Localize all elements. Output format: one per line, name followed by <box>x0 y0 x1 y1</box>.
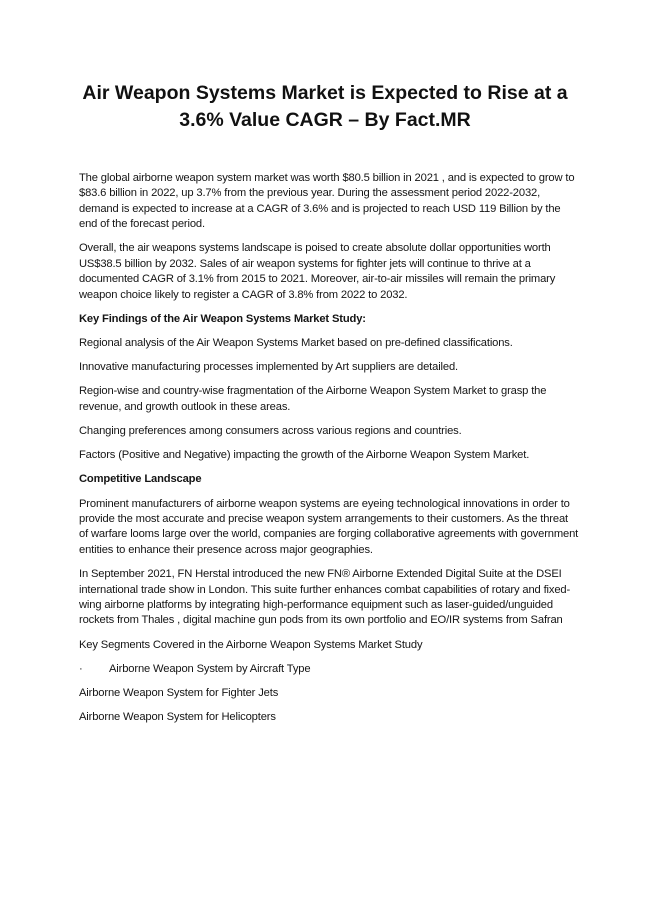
fn-herstal-paragraph: In September 2021, FN Herstal introduced the new FN® Airborne Extended Digital Suite at the DSEI international trade show in London. This suite further enhances combat capabilities of rotary and fixed-wing airborne platforms by integrating high-performance equipment such as laser-guided/unguided rockets from Thales , digital machine gun pods from its own portfolio and EO/IR systems from Safran <box>79 568 571 627</box>
document-body <box>79 171 579 734</box>
title-line-2: 3.6% Value CAGR – By Fact.MR <box>179 109 471 131</box>
intro-paragraph: The global airborne weapon system market was worth $80.5 billion in 2021 , and is expected to grow to $83.6 billion in 2022, up 3.7% from the previous year. During the assessment period 2022-2032, demand is expected to increase at a CAGR of 3.6% and is projected to reach USD 119 Billion by the end of the forecast period. <box>79 172 575 231</box>
finding-3: Region-wise and country-wise fragmentation of the Airborne Weapon System Market to grasp the revenue, and growth outlook in these areas. <box>79 385 547 413</box>
finding-5: Factors (Positive and Negative) impacting the growth of the Airborne Weapon System Market. <box>79 449 530 462</box>
key-findings-heading: Key Findings of the Air Weapon Systems Market Study: <box>79 312 366 325</box>
competitive-landscape-heading: Competitive Landscape <box>79 473 202 486</box>
document-title <box>60 80 590 134</box>
overall-paragraph: Overall, the air weapons systems landscape is poised to create absolute dollar opportunities worth US$38.5 billion by 2032. Sales of air weapon systems for fighter jets will continue to thrive at a documented CAGR of 3.1% from 2015 to 2021. Moreover, air-to-air missiles will remain the primary weapon choice likely to register a CAGR of 3.8% from 2022 to 2032. <box>79 242 556 301</box>
segment-fighter-jets: Airborne Weapon System for Fighter Jets <box>79 686 279 699</box>
finding-1: Regional analysis of the Air Weapon Systems Market based on pre-defined classifications. <box>79 337 513 350</box>
bullet-text: Airborne Weapon System by Aircraft Type <box>109 662 311 675</box>
finding-4: Changing preferences among consumers across various regions and countries. <box>79 425 462 438</box>
title-line-1: Air Weapon Systems Market is Expected to Rise at a <box>82 82 568 104</box>
key-segments-heading: Key Segments Covered in the Airborne Weapon Systems Market Study <box>79 638 423 651</box>
bullet-item <box>79 662 579 677</box>
finding-2: Innovative manufacturing processes implemented by Art suppliers are detailed. <box>79 361 458 374</box>
competitive-paragraph: Prominent manufacturers of airborne weapon systems are eyeing technological innovations in order to provide the most accurate and precise weapon system arrangements to their customers. As the threat of warfare looms large over the world, companies are forging collaborative agreements with government entities to enhance their presence across major geographies. <box>79 497 579 556</box>
bullet-symbol: · <box>79 662 83 675</box>
segment-helicopters: Airborne Weapon System for Helicopters <box>79 711 276 724</box>
